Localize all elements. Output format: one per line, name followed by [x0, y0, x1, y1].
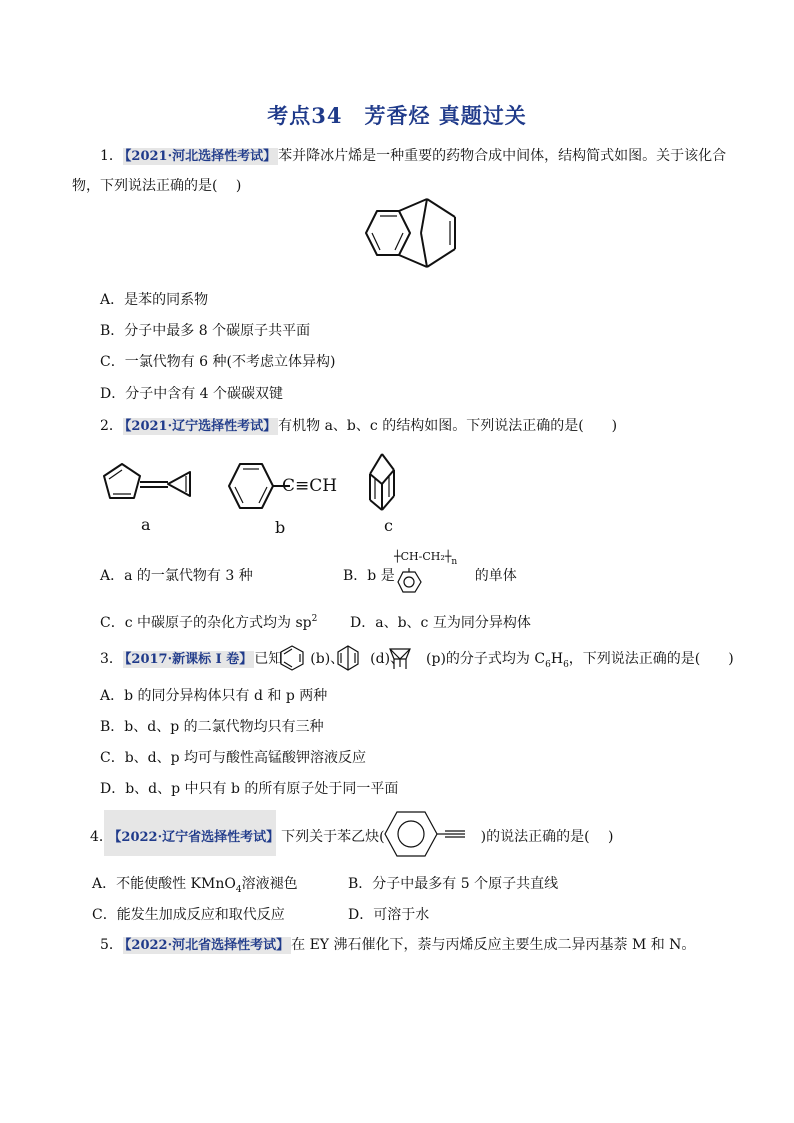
question-number: 3．	[100, 651, 123, 667]
q4-option-a: A．不能使酸性 KMnO$_4$溶液褪色	[92, 876, 298, 895]
q3-option-c: C．b、d、p 均可与酸性高锰酸钾溶液反应	[100, 750, 367, 766]
question-2-stem	[100, 415, 617, 435]
structure-c	[362, 452, 412, 514]
q2-option-d: D．a、b、c 互为同分异构体	[350, 615, 531, 631]
question-number: 4．	[90, 829, 113, 845]
q4-option-c: C．能发生加成反应和取代反应	[92, 907, 285, 923]
prismane-p-icon	[388, 645, 412, 671]
stem-end: ，下列说法正确的是( )	[568, 651, 734, 667]
stem-text: 有机物 a、b、c 的结构如图。下列说法正确的是( )	[278, 418, 618, 434]
benzonorbornadiene-structure	[355, 205, 475, 275]
q1-option-c: C．一氯代物有 6 种(不考虑立体异构)	[100, 354, 336, 370]
source-tag: 【2017·新课标 I 卷】	[124, 652, 253, 667]
structure-a	[100, 460, 210, 510]
label-d: (d)、	[370, 651, 405, 667]
question-number: 1．	[100, 148, 123, 164]
stem-text: 苯并降冰片烯是一种重要的药物合成中间体，结构简式如图。关于该化合	[278, 148, 727, 164]
q2-option-c-sup: 2	[311, 614, 318, 624]
polymer-n: n	[451, 557, 458, 567]
question-number: 5．	[100, 937, 123, 953]
source-tag: 【2022·河北省选择性考试】	[124, 938, 290, 953]
q1-option-d: D．分子中含有 4 个碳碳双键	[100, 386, 284, 402]
label-p: (p)的分子式均为 C	[426, 651, 546, 667]
polymer-text: CH-CH₂	[400, 550, 445, 563]
structure-c-label: c	[384, 516, 393, 535]
q4-option-d: D．可溶于水	[348, 907, 430, 923]
q2-option-b	[343, 565, 517, 585]
stem-pre: 下列关于苯乙炔(	[281, 829, 385, 845]
structure-b-label: b	[275, 518, 286, 537]
question-1-stem-cont: 物，下列说法正确的是( )	[72, 178, 242, 194]
benzene-b-icon	[279, 645, 305, 671]
stem-text: 在 EY 沸石催化下，萘与丙烯反应主要生成二异丙基萘 M 和 N。	[291, 937, 696, 953]
q3-option-b: B．b、d、p 的二氯代物均只有三种	[100, 719, 324, 735]
q2-option-b-prefix: B．b 是	[343, 568, 395, 584]
q2-option-b-suffix: 的单体	[474, 568, 517, 584]
question-5-stem	[100, 934, 695, 954]
question-1-stem	[100, 145, 726, 165]
source-tag: 【2021·河北选择性考试】	[124, 149, 277, 164]
label-b: (b)、	[310, 651, 345, 667]
stem-post: )的说法正确的是( )	[480, 829, 614, 845]
dewar-benzene-d-icon	[336, 645, 360, 671]
q1-option-a: A．是苯的同系物	[100, 292, 209, 308]
alkyne-group: C≡CH	[282, 476, 338, 496]
phenylacetylene-structure	[383, 810, 483, 858]
q3-option-a: A．b 的同分异构体只有 d 和 p 两种	[100, 688, 328, 704]
q2-option-a: A．a 的一氯代物有 3 种	[100, 568, 253, 584]
source-tag: 【2021·辽宁选择性考试】	[124, 419, 277, 434]
question-number: 2．	[100, 418, 123, 434]
q3-option-d: D．b、d、p 中只有 b 的所有原子处于同一平面	[100, 781, 399, 797]
polymer-benzene-ring	[398, 568, 426, 594]
q2-option-c-text: C．c 中碳原子的杂化方式均为 sp	[100, 615, 312, 631]
question-3-stem: 3． 【2017·新课标 I 卷】 已知 (b)、 (d)、 (p)的分子式均为 $C_6H_6$，下列说法正确的是( )	[100, 651, 734, 670]
question-4-stem	[90, 826, 613, 846]
q4-option-b: B．分子中最多有 5 个原子共直线	[348, 876, 559, 892]
structure-a-label: a	[141, 515, 151, 534]
q1-option-b: B．分子中最多 8 个碳原子共平面	[100, 323, 311, 339]
polymer-repeat-unit: $┼CH-CH_2┼_n$	[394, 550, 458, 567]
q2-option-c	[100, 612, 317, 632]
page-title: 考点34 芳香烃 真题过关	[267, 103, 527, 128]
source-tag: 【2022·辽宁省选择性考试】	[114, 830, 280, 845]
stem-known: 已知	[254, 651, 283, 667]
